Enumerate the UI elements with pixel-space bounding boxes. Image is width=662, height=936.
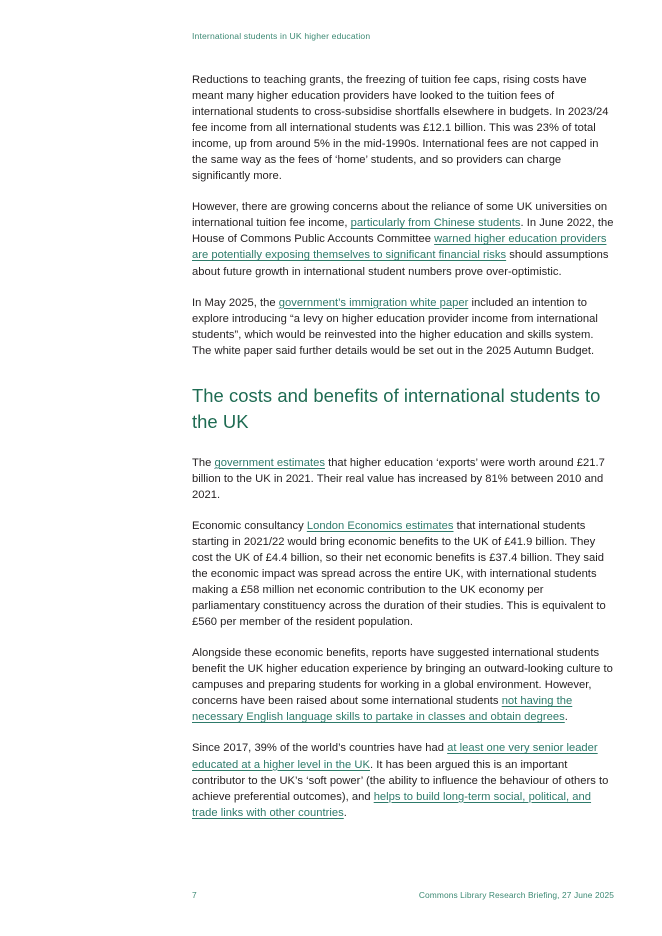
document-link[interactable]: government’s immigration white paper — [278, 296, 469, 309]
section-heading: The costs and benefits of international students to the UK — [192, 384, 601, 432]
p-government-estimates — [192, 455, 614, 503]
footer-briefing-label: Commons Library Research Briefing, 27 June 2025 — [418, 890, 614, 900]
p-reliance-concerns — [192, 199, 614, 279]
paragraph-text: Since 2017, 39% of the world’s countries have had — [192, 742, 448, 755]
paragraph-text: Alongside these economic benefits, reports have suggested international students benefit the UK higher education experience by bringing an outward-looking culture to campuses and preparing students for working in a global environment. However, concerns have been raised about some international students — [192, 647, 613, 708]
p-wider-benefits — [192, 645, 614, 725]
paragraph-text: . In June 2022, the House of Commons Public Accounts Committee — [192, 217, 614, 246]
p-white-paper — [192, 295, 614, 359]
document-link[interactable]: London Economics estimates — [306, 519, 454, 532]
document-link[interactable]: helps to build long-term social, political, and trade links with other countries — [192, 790, 592, 819]
page-number: 7 — [192, 890, 197, 900]
p-teaching-grants — [192, 72, 614, 184]
paragraph-text: . — [564, 711, 568, 724]
paragraph-text: that higher education ‘exports’ were worth around £21.7 billion to the UK in 2021. Their real value has increased by 81% between 2010 and 2021. — [192, 456, 605, 501]
document-link[interactable]: at least one very senior leader educated at a higher level in the UK — [192, 742, 598, 771]
document-link[interactable]: not having the necessary English language skills to partake in classes and obtain degrees — [192, 695, 573, 724]
p-london-economics — [192, 518, 614, 630]
page-content — [192, 72, 614, 836]
p-soft-power — [192, 740, 614, 820]
paragraph-text: In May 2025, the — [192, 296, 279, 309]
paragraph-text: should assumptions about future growth in international student numbers prove over-optimistic. — [192, 249, 609, 278]
document-link[interactable]: government estimates — [214, 456, 325, 469]
page-footer — [192, 890, 614, 900]
paragraph-text: Reductions to teaching grants, the freezing of tuition fee caps, rising costs have meant many higher education providers have looked to the tuition fees of international students to cross-subsidise shortfalls elsewhere in budgets. In 2023/24 fee income from all international students was £12.1 billion. This was 23% of total income, up from around 5% in the mid-1990s. International fees are not capped in the same way as the fees of ‘home’ students, and so providers can charge significantly more. — [192, 74, 609, 183]
paragraph-text: . — [343, 806, 347, 819]
paragraph-text: included an intention to explore introducing “a levy on higher education provider income from international students”, which would be reinvested into the higher education and skills system. The white paper said further details would be set out in the 2025 Autumn Budget. — [192, 296, 598, 357]
paragraph-text: However, there are growing concerns about the reliance of some UK universities on international tuition fee income, — [192, 201, 608, 230]
paragraph-text: Economic consultancy — [192, 519, 307, 532]
paragraph-text: that international students starting in 2021/22 would bring economic benefits to the UK of £41.9 billion. They cost the UK of £4.4 billion, so their net economic benefits is £37.4 billion. They said the economic impact was spread across the entire UK, with international students making a £58 million net economic contribution to the UK economy per parliamentary constituency across the duration of their studies. This is equivalent to £560 per member of the resident population. — [192, 519, 606, 629]
document-link[interactable]: particularly from Chinese students — [350, 217, 521, 230]
paragraph-group-before-heading — [192, 72, 614, 359]
document-link[interactable]: warned higher education providers are potentially exposing themselves to significant financial risks — [192, 233, 607, 262]
paragraph-text: The — [192, 456, 215, 469]
paragraph-group-after-heading — [192, 455, 614, 821]
paragraph-text: . It has been argued this is an important contributor to the UK’s ‘soft power’ (the ability to influence the behaviour of others to achieve preferential outcomes), and — [192, 758, 609, 803]
running-head: International students in UK higher education — [192, 31, 371, 41]
